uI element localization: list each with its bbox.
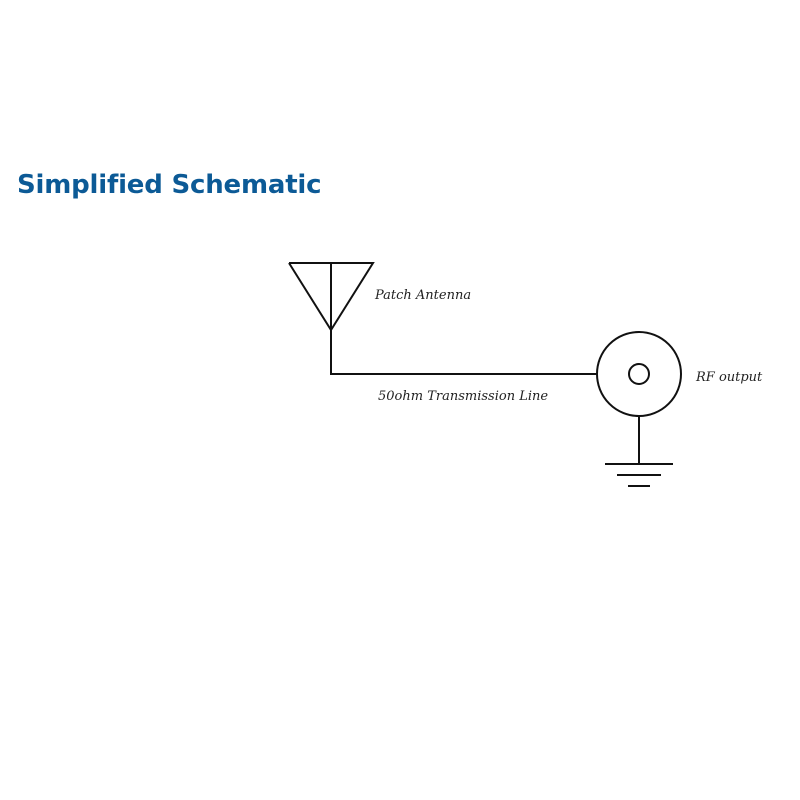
ground-symbol [605,464,673,486]
connector-center-pin [629,364,649,384]
connector-outer-ring [597,332,681,416]
antenna-label: Patch Antenna [375,288,472,303]
page-title: Simplified Schematic [17,170,322,200]
rf-output-label: RF output [696,370,763,385]
transmission-line-label: 50ohm Transmission Line [378,389,549,404]
patch-antenna-symbol [289,263,373,375]
rf-output-connector [597,332,681,464]
